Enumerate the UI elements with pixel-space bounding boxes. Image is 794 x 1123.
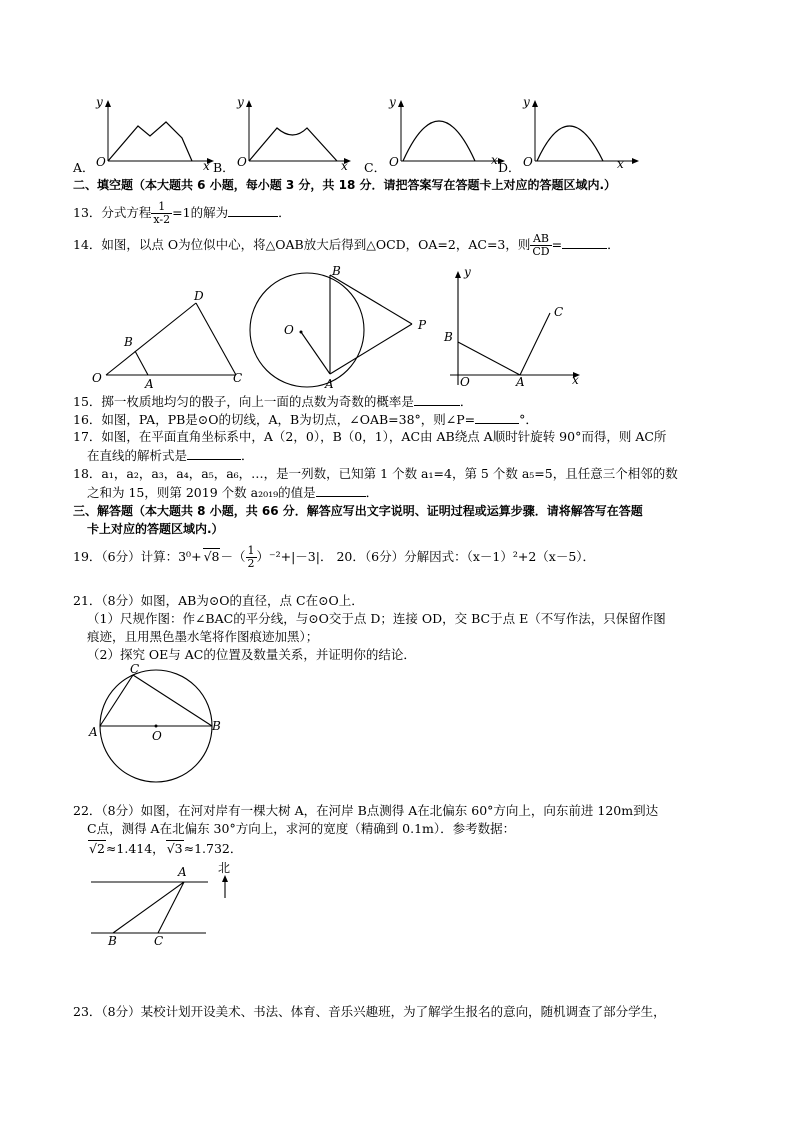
figure-triangle [88,290,248,390]
section3-title-line2: 卡上对应的答题区域内.） [87,522,224,536]
q13: 13．分式方程 $\frac{1}{x-2}$ =1的解为 ． [73,200,291,226]
north-label: 北 [218,861,231,875]
q21-label-o: O [152,729,162,743]
q17-line1: 17．如图，在平面直角坐标系中，A（2，0），B（0，1），AC由 AB绕点 A顺时针旋转 90°而得，则 AC所 [73,429,667,444]
q22-line2: C点，测得 A在北偏东 30°方向上，求河的宽度（精确到 0.1m）．参考数据： [87,821,516,836]
circle-label-o: O [284,323,294,337]
q19-sqrt: √8 [203,549,220,564]
q21-line2: （1）尺规作图：作∠BAC的平分线，与⊙O交于点 D；连接 OD，交 BC于点 E（不写作法，只保留作图 [87,611,666,626]
axes-label-o: O [460,375,470,389]
q22-line1: 22．（8分）如图，在河对岸有一棵大树 A，在河岸 B点测得 A在北偏东 60°方向上，向东前进 120m到达 [73,803,659,818]
q17-line2: 在直线的解析式是 ． [87,448,254,463]
tri-label-o: O [92,371,102,385]
graph-d-x: x [617,157,624,171]
option-d: D． [498,160,521,175]
tri-label-a: A [145,377,154,391]
section3-title-line1: 三、解答题（本大题共 8 小题，共 66 分．解答应写出文字说明、证明过程或运算步骤．请将解答写在答题 [73,504,643,518]
figure-axes-rotation [440,265,590,389]
axes-label-x: x [572,373,579,387]
graph-d-y: y [523,95,530,109]
q23-line1: 23．（8分）某校计划开设美术、书法、体育、音乐兴趣班，为了解学生报名的意向，随机调查了部分学生， [73,1004,666,1019]
q15-answer-blank [414,393,460,406]
q21-line3: 痕迹，且用黑色墨水笔将作图痕迹加黑）； [87,629,319,644]
axes-label-b: B [444,330,453,344]
q22-figure [88,858,248,953]
q19-fraction: $\frac{1}{2}$ [247,544,255,570]
section2-title: 二、填空题（本大题共 6 小题，每小题 3 分，共 18 分．请把答案写在答题卡上对应的答题区域内.） [73,178,617,192]
q21-line4: （2）探究 OE与 AC的位置及数量关系，并证明你的结论． [87,647,416,662]
q17-answer-blank [187,447,241,460]
option-c: C． [364,160,387,175]
option-a: A． [73,160,95,175]
circle-label-b: B [332,264,341,278]
graph-c-o: O [389,155,399,169]
axes-label-c: C [554,305,564,319]
circle-label-p: P [418,318,427,332]
q14: 14．如图，以点 O为位似中心，将△OAB放大后得到△OCD，OA=2，AC=3，则 $\frac{AB}{CD}$ = ． [73,232,620,258]
q18-answer-blank [316,484,366,497]
graph-c-x: x [491,153,498,167]
q22-label-c: C [154,934,164,948]
tri-label-c: C [233,371,243,385]
q22-sqrt3: √3 [166,841,183,856]
q14-answer-blank [562,236,607,249]
q21-label-c: C [130,662,140,676]
q13-pre: 分式方程 [101,205,152,220]
tri-label-b: B [124,335,133,349]
graph-b-y: y [237,95,244,109]
q20-text: 20．（6分）分解因式：（x－1）²+2（x－5）． [336,549,596,564]
q13-fraction: $\frac{1}{x-2}$ [153,200,171,226]
q14-fraction: $\frac{AB}{CD}$ [532,232,550,258]
q14-text: 如图，以点 O为位似中心，将△OAB放大后得到△OCD，OA=2，AC=3，则 [101,237,531,252]
q13-post: =1的解为 [172,205,229,220]
q13-answer-blank [228,204,278,217]
tri-label-d: D [194,289,204,303]
circle-label-a: A [325,377,334,391]
graph-b-x: x [341,159,348,173]
graph-c-y: y [389,95,396,109]
axes-label-a: A [516,375,525,389]
figure-circle-tangents [245,262,435,392]
graph-b-o: O [237,155,247,169]
graph-a-o: O [96,155,106,169]
q19-q20: 19．（6分）计算：3⁰+ √8－（ $\frac{1}{2}$ ）⁻²+|－3|． 20．（6分）分解因式：（x－1）²+2（x－5）． [73,544,596,570]
q21-figure [86,660,226,785]
q15: 15．掷一枚质地均匀的骰子，向上一面的点数为奇数的概率是 ． [73,394,473,409]
option-b: B． [213,160,235,175]
q22-sqrt2: √2 [89,841,105,856]
graph-a-y: y [96,95,103,109]
q21-line1: 21．（8分）如图，AB为⊙O的直径，点 C在⊙O上． [73,593,364,608]
q13-number: 13． [73,205,102,220]
q21-label-b: B [212,719,221,733]
q21-label-a: A [89,725,98,739]
q16-answer-blank [475,411,519,424]
q16: 16．如图，PA，PB是⊙O的切线，A，B为切点，∠OAB=38°，则∠P= °． [73,412,538,427]
q18-line2: 之和为 15，则第 2019 个数 a₂₀₁₉的值是 ． [87,485,379,500]
graph-d-o: O [523,155,533,169]
q22-label-a: A [178,865,187,879]
q22-line3: √2≈1.414， √3≈1.732． [89,841,243,856]
q18-line1: 18．a₁，a₂，a₃，a₄，a₅，a₆，…，是一列数，已知第 1 个数 a₁=4，第 5 个数 a₅=5，且任意三个相邻的数 [73,466,678,481]
q22-label-b: B [108,934,117,948]
graph-a-x: x [203,159,210,173]
axes-label-y: y [464,265,471,279]
